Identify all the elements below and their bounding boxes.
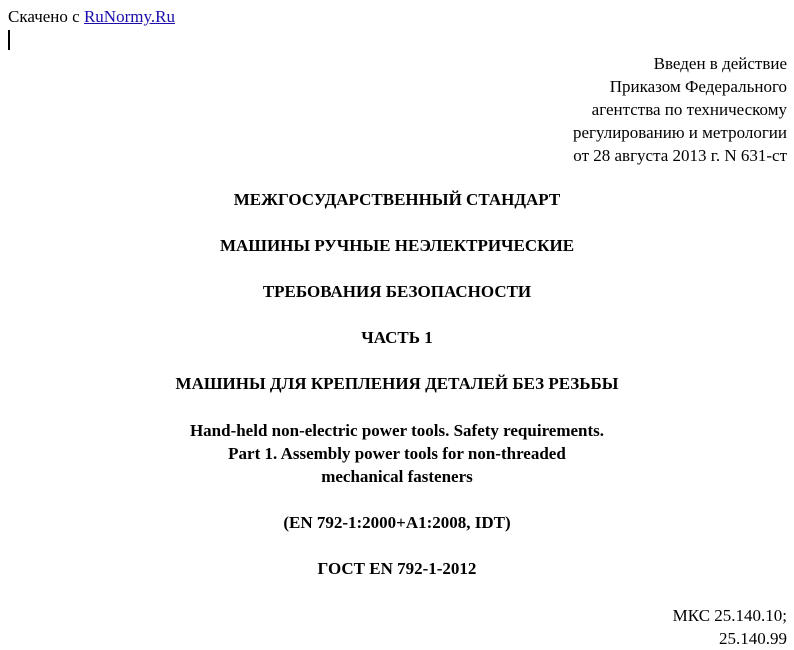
introduction-line: от 28 августа 2013 г. N 631-ст [573, 146, 787, 165]
introduction-line: регулированию и метрологии [572, 123, 787, 142]
download-prefix: Скачено с [8, 7, 84, 26]
introduction-block [573, 52, 787, 167]
gost-number: ГОСТ EN 792-1-2012 [317, 559, 477, 578]
text-cursor [8, 30, 10, 50]
introduction-line: Приказом Федерального [609, 77, 787, 96]
standard-name-heading: МАШИНЫ РУЧНЫЕ НЕЭЛЕКТРИЧЕСКИЕ [219, 236, 575, 255]
part-title-heading: МАШИНЫ ДЛЯ КРЕПЛЕНИЯ ДЕТАЛЕЙ БЕЗ РЕЗЬБЫ [175, 374, 619, 393]
classification-line: МКС 25.140.10; [672, 606, 787, 625]
english-title-line: mechanical fasteners [321, 467, 473, 486]
introduction-line: Введен в действие [653, 54, 787, 73]
en-reference: (EN 792-1:2000+A1:2008, IDT) [283, 513, 511, 532]
classification-codes [673, 604, 787, 650]
introduction-line: агентства по техническому [591, 100, 787, 119]
runormy-link[interactable]: RuNormy.Ru [83, 7, 175, 26]
download-source-line [8, 7, 175, 27]
classification-line: 25.140.99 [719, 629, 787, 648]
part-heading: ЧАСТЬ 1 [361, 328, 433, 347]
standard-subject-heading: ТРЕБОВАНИЯ БЕЗОПАСНОСТИ [262, 282, 532, 301]
english-title-line: Part 1. Assembly power tools for non-threaded [228, 444, 566, 463]
standard-type-heading: МЕЖГОСУДАРСТВЕННЫЙ СТАНДАРТ [233, 190, 561, 209]
english-title-line: Hand-held non-electric power tools. Safety requirements. [189, 421, 605, 440]
